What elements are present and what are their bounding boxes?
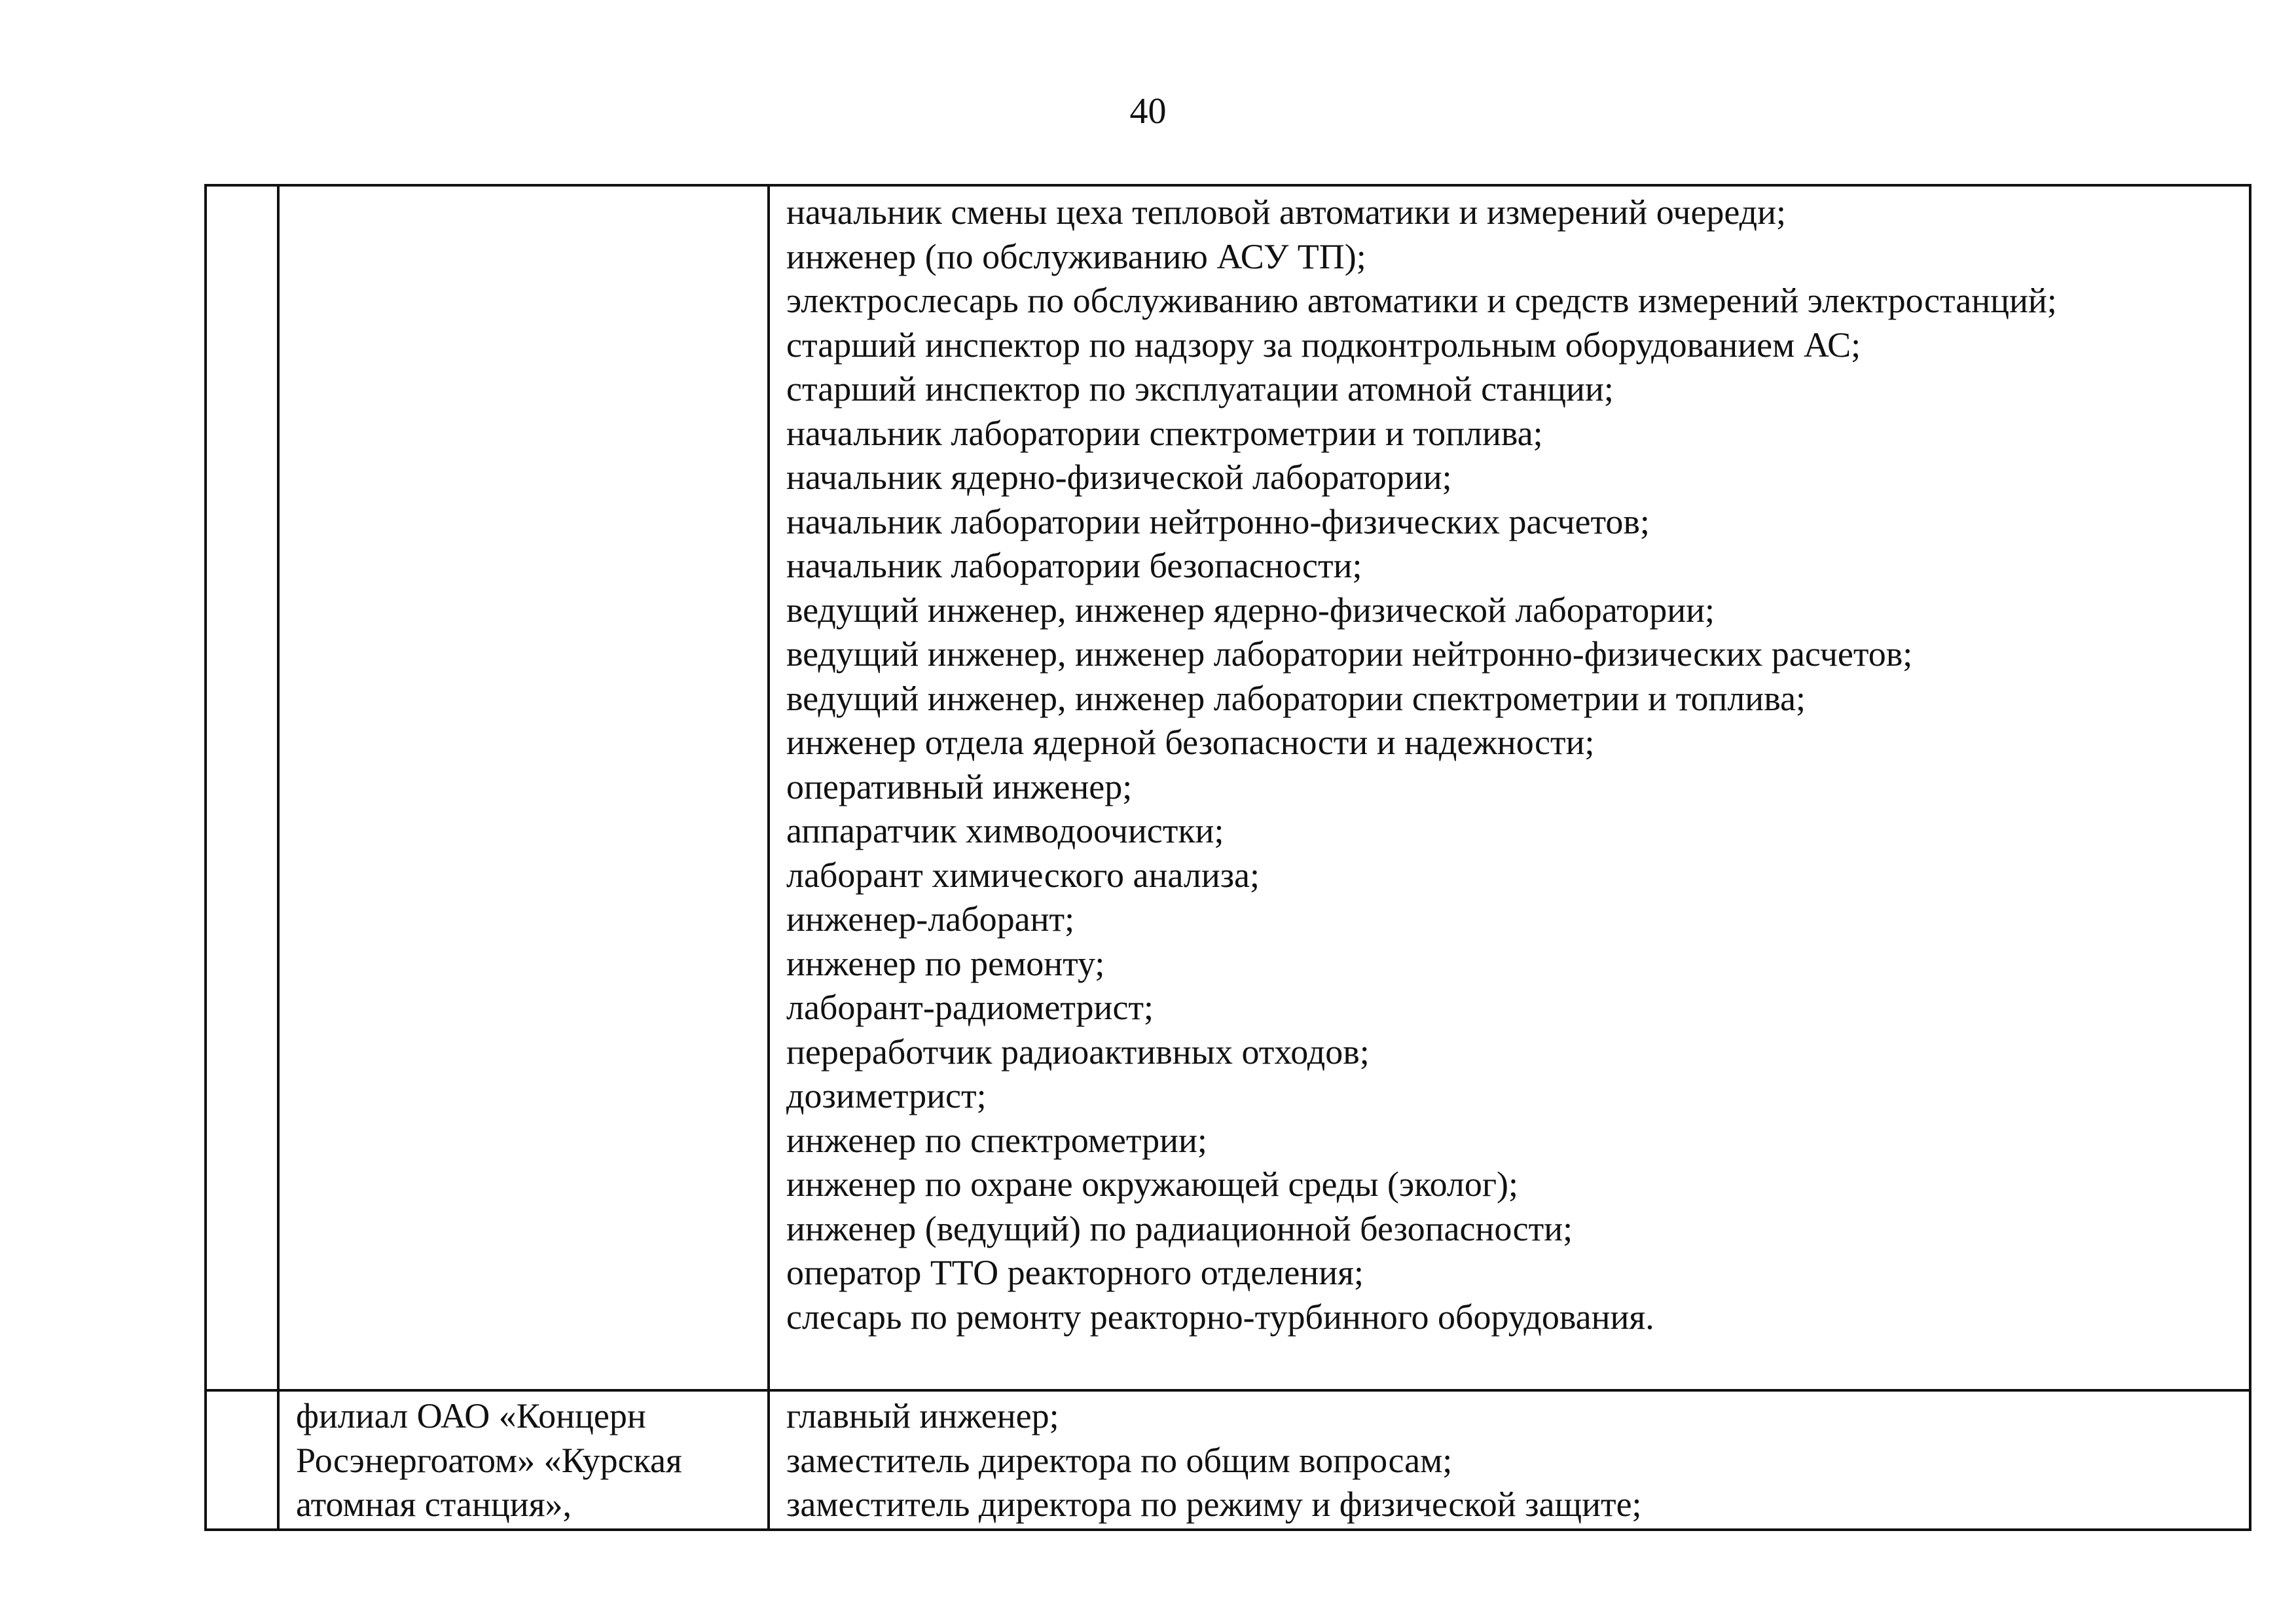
positions-cell [769,1390,2250,1530]
row-number-cell [206,185,278,1390]
position-line: лаборант химического анализа; [786,855,1260,895]
position-line: инженер по ремонту; [786,943,1105,983]
organization-line: филиал ОАО «Концерн [296,1396,646,1435]
position-line: ведущий инженер, инженер ядерно-физической лаборатории; [786,590,1715,630]
position-line: начальник смены цеха тепловой автоматики и измерений очереди; [786,192,1787,232]
position-line: дозиметрист; [786,1076,987,1115]
position-line: ведущий инженер, инженер лаборатории спектрометрии и топлива; [786,678,1806,718]
organization-line: Росэнергоатом» «Курская [296,1440,682,1480]
position-line: оперативный инженер; [786,767,1133,806]
position-line: начальник лаборатории спектрометрии и топлива; [786,413,1543,453]
position-line: слесарь по ремонту реакторно-турбинного оборудования. [786,1297,1654,1337]
position-line: инженер-лаборант; [786,899,1075,939]
positions-table [204,184,2251,1531]
organization-cell [278,1390,769,1530]
position-line: инженер по спектрометрии; [786,1120,1207,1160]
position-line: главный инженер; [786,1396,1059,1435]
position-line: начальник лаборатории нейтронно-физических расчетов; [786,501,1650,541]
row-number-cell [206,1390,278,1530]
position-line: электрослесарь по обслуживанию автоматики и средств измерений электростанций; [786,281,2057,320]
position-line: начальник лаборатории безопасности; [786,546,1362,585]
position-line: старший инспектор по надзору за подконтрольным оборудованием АС; [786,325,1861,365]
position-line: аппаратчик химводоочистки; [786,811,1224,850]
page-number: 40 [1129,91,1167,132]
table-row [206,1390,2250,1530]
position-line: лаборант-радиометрист; [786,988,1154,1027]
position-line: инженер отдела ядерной безопасности и надежности; [786,723,1595,762]
position-line: переработчик радиоактивных отходов; [786,1032,1370,1072]
position-line: инженер (ведущий) по радиационной безопасности; [786,1208,1573,1248]
positions-cell [769,185,2250,1390]
organization-cell [278,185,769,1390]
position-line: оператор ТТО реакторного отделения; [786,1253,1364,1292]
position-line: заместитель директора по общим вопросам; [786,1440,1453,1480]
position-line: ведущий инженер, инженер лаборатории нейтронно-физических расчетов; [786,634,1913,674]
position-line: инженер по охране окружающей среды (эколог); [786,1164,1518,1204]
organization-line: атомная станция», [296,1485,572,1524]
position-line: заместитель директора по режиму и физической защите; [786,1485,1642,1524]
table-row [206,185,2250,1390]
position-line: начальник ядерно-физической лаборатории; [786,458,1452,497]
position-line: старший инспектор по эксплуатации атомной станции; [786,369,1614,408]
position-line: инженер (по обслуживанию АСУ ТП); [786,236,1366,276]
